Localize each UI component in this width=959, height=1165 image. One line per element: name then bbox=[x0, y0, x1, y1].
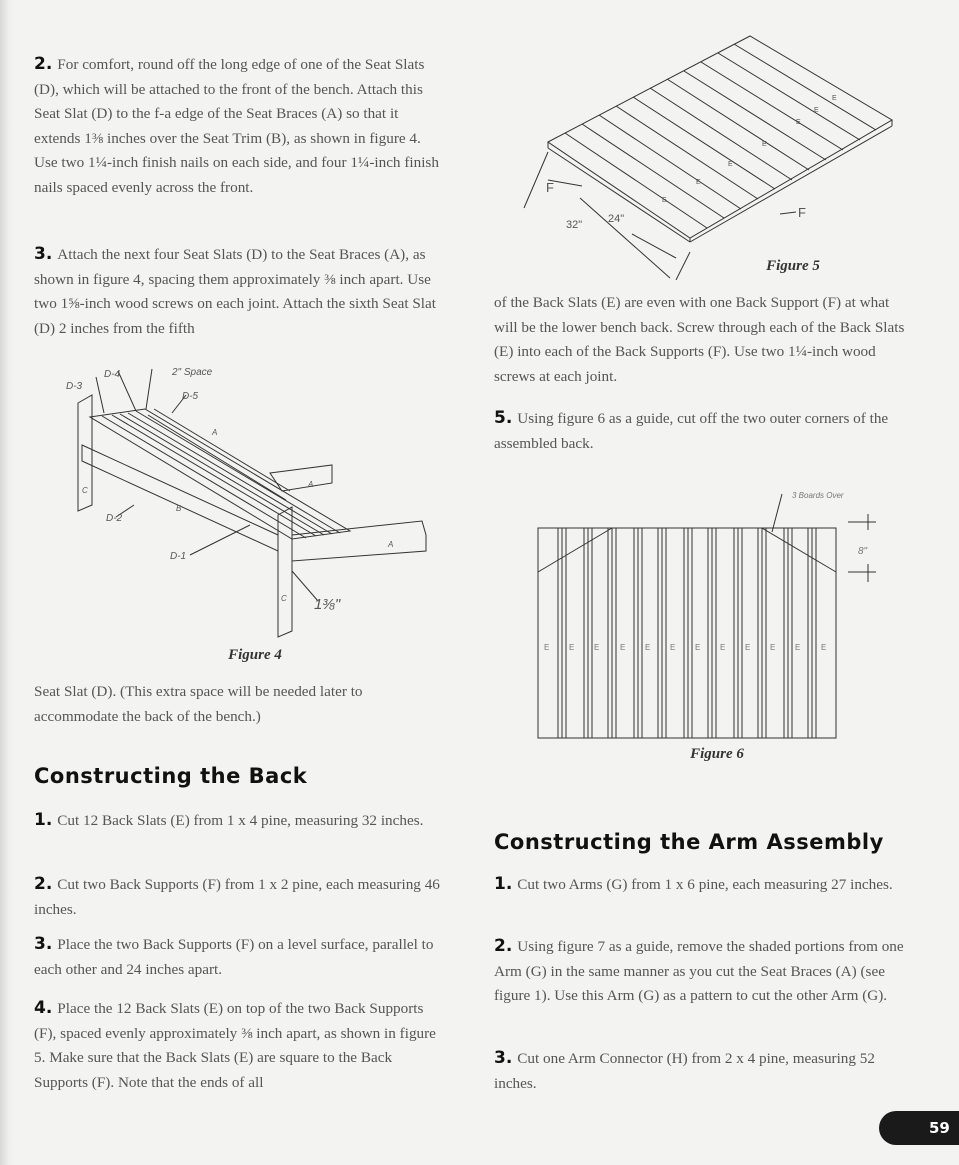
slat-label: E bbox=[720, 643, 726, 652]
figure-5-drawing bbox=[510, 30, 900, 280]
step-text: Using figure 7 as a guide, remove the shaded portions from one Arm (G) in the same manner as you cut the Seat Braces (A) (see figure 1). Use this Arm (G) as a pattern to cut the other Arm (G). bbox=[494, 938, 904, 1005]
back-step-2 bbox=[34, 872, 446, 922]
back-panel bbox=[538, 528, 836, 738]
heading-constructing-arm: Constructing the Arm Assembly bbox=[494, 830, 884, 854]
step-text: Place the two Back Supports (F) on a level surface, parallel to each other and 24 inches apart. bbox=[34, 936, 434, 978]
label-d5: D-5 bbox=[182, 391, 199, 402]
step-number: 2. bbox=[494, 936, 513, 956]
label-a2: A bbox=[308, 480, 314, 489]
step-text: Place the 12 Back Slats (E) on top of the two Back Supports (F), spaced evenly approximately ⅜ inch apart, as shown in figure 5. Make sure that the Back Slats (E) are square to the Back Supports (F). Note that the ends of all bbox=[34, 1000, 436, 1091]
seat-trim-b bbox=[82, 445, 278, 551]
seat-step-2 bbox=[34, 52, 446, 201]
arm-step-3 bbox=[494, 1046, 914, 1096]
slat-label: E bbox=[670, 643, 676, 652]
slat-label: E bbox=[814, 107, 819, 114]
step-number: 1. bbox=[494, 874, 513, 894]
slat-label: E bbox=[745, 643, 751, 652]
step-number: 1. bbox=[34, 810, 53, 830]
label-c1: C bbox=[82, 486, 88, 495]
label-a1: A bbox=[212, 428, 218, 437]
arm-step-2 bbox=[494, 934, 914, 1009]
seat-step-3 bbox=[34, 242, 446, 341]
back-step-4 bbox=[34, 996, 446, 1095]
label-length: 32" bbox=[566, 219, 583, 231]
leg-c-right bbox=[278, 507, 292, 637]
slat-label: E bbox=[620, 643, 626, 652]
label-d1: D-1 bbox=[170, 551, 187, 562]
figure-6 bbox=[536, 482, 896, 744]
slat-label: E bbox=[796, 119, 801, 126]
step-text: Attach the next four Seat Slats (D) to the Seat Braces (A), as shown in figure 4, spacing them approximately ⅜ inch apart. Use two 1⅝-inch wood screws on each joint. Attach the sixth Seat Slat (D) 2 inches from the fifth bbox=[34, 246, 436, 337]
back-continuation: of the Back Slats (E) are even with one Back Support (F) at what will be the lower bench back. Screw through each of the Back Slats (E) into each of the Back Supports (F). Use two 1¼-inch wood screws at each joint. bbox=[494, 294, 905, 385]
brace-a-back bbox=[270, 465, 332, 491]
label-space: 2" Space bbox=[172, 367, 213, 378]
cut-line-right bbox=[762, 528, 836, 572]
label-width: 24" bbox=[608, 213, 625, 225]
figure-6-drawing bbox=[536, 482, 896, 744]
step-number: 4. bbox=[34, 998, 53, 1018]
back-step-1 bbox=[34, 808, 446, 834]
arm-step-1 bbox=[494, 872, 914, 898]
slat-label: E bbox=[728, 161, 733, 168]
label-a3: A bbox=[388, 540, 394, 549]
step-number: 2. bbox=[34, 54, 53, 74]
slat-label: E bbox=[695, 643, 701, 652]
step-number: 2. bbox=[34, 874, 53, 894]
slat-label: E bbox=[821, 643, 827, 652]
slat-label: E bbox=[594, 643, 600, 652]
slat-label: E bbox=[544, 643, 550, 652]
label-f-left: F bbox=[546, 180, 554, 195]
figure-5-caption: Figure 5 bbox=[766, 258, 820, 274]
seat-slats-outline bbox=[90, 409, 350, 539]
step-number: 3. bbox=[34, 934, 53, 954]
slat-label: E bbox=[662, 197, 667, 204]
slat-label: E bbox=[569, 643, 575, 652]
label-d4: D-4 bbox=[104, 369, 121, 380]
label-boards-over: 3 Boards Over bbox=[792, 491, 844, 500]
label-b: B bbox=[176, 504, 182, 513]
seat-continuation: Seat Slat (D). (This extra space will be needed later to accommodate the back of the bench.) bbox=[34, 683, 363, 725]
book-spine-shadow bbox=[0, 0, 14, 1165]
step-text: Cut two Arms (G) from 1 x 6 pine, each measuring 27 inches. bbox=[517, 876, 893, 893]
label-f-right: F bbox=[798, 205, 806, 220]
label-d3: D-3 bbox=[66, 381, 83, 392]
heading-constructing-back: Constructing the Back bbox=[34, 764, 308, 788]
slat-label: E bbox=[762, 141, 767, 148]
figure-4-caption: Figure 4 bbox=[228, 647, 282, 663]
step-text: Cut 12 Back Slats (E) from 1 x 4 pine, measuring 32 inches. bbox=[57, 812, 424, 829]
brace-a-front bbox=[292, 521, 426, 561]
step-text: Using figure 6 as a guide, cut off the two outer corners of the assembled back. bbox=[494, 410, 889, 452]
figure-6-caption: Figure 6 bbox=[690, 746, 744, 762]
step-number: 3. bbox=[494, 1048, 513, 1068]
slat-label: E bbox=[645, 643, 651, 652]
label-d2: D-2 bbox=[106, 513, 123, 524]
step-text: Cut one Arm Connector (H) from 2 x 4 pine, measuring 52 inches. bbox=[494, 1050, 875, 1092]
back-step-5 bbox=[494, 406, 914, 456]
page-number: 59 bbox=[879, 1111, 959, 1145]
label-dim: 8" bbox=[858, 546, 868, 557]
slat-label: E bbox=[696, 179, 701, 186]
back-step-3 bbox=[34, 932, 446, 982]
figure-4-drawing bbox=[60, 355, 460, 645]
step-number: 5. bbox=[494, 408, 513, 428]
figure-5 bbox=[510, 30, 900, 280]
cut-line-left bbox=[538, 528, 612, 572]
step-number: 3. bbox=[34, 244, 53, 264]
slat-label: E bbox=[832, 95, 837, 102]
step-text: For comfort, round off the long edge of one of the Seat Slats (D), which will be attached to the front of the bench. Attach this Seat Slat (D) to the f-a edge of the Seat Braces (A) so that it extends 1⅜ inches over the Seat Trim (B), as shown in figure 4. Use two 1¼-inch finish nails on each side, and four 1¼-inch finish nails spaced evenly across the front. bbox=[34, 56, 439, 196]
slat-label: E bbox=[770, 643, 776, 652]
step-text: Cut two Back Supports (F) from 1 x 2 pine, each measuring 46 inches. bbox=[34, 876, 440, 918]
label-dim: 1⅜" bbox=[314, 596, 341, 613]
figure-4 bbox=[60, 355, 460, 645]
label-c2: C bbox=[281, 594, 287, 603]
slat-label: E bbox=[795, 643, 801, 652]
back-panel-outline bbox=[548, 36, 892, 238]
